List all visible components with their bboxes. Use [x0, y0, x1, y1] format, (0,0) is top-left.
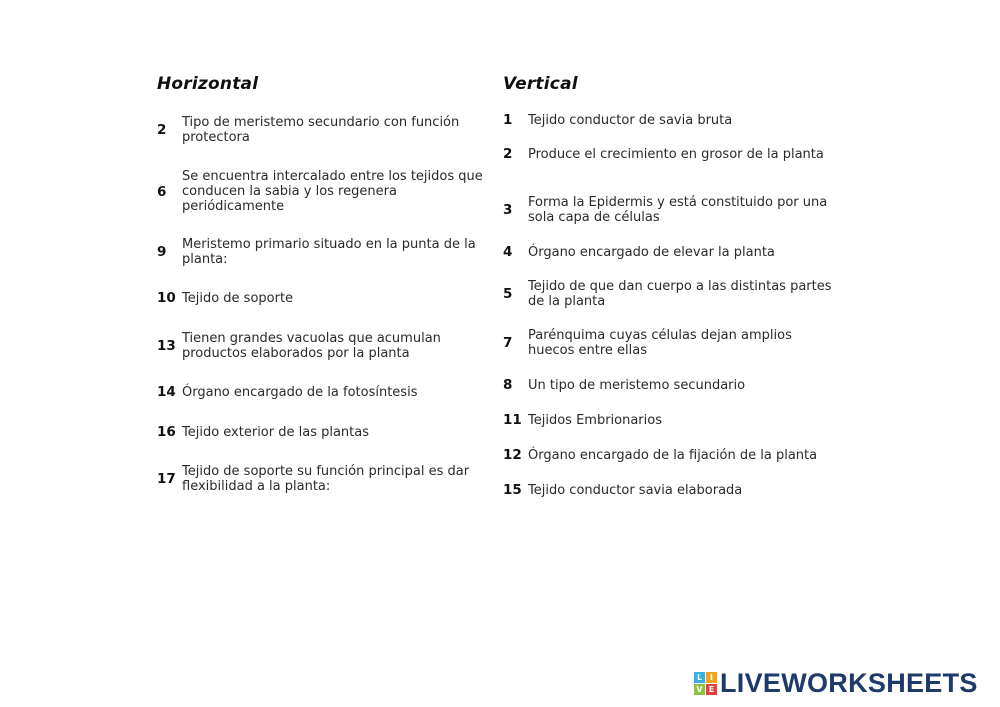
clue-number: 13	[157, 338, 176, 354]
clue-text: Tejidos Embrionarios	[528, 412, 662, 428]
vertical-clue	[503, 377, 833, 393]
horizontal-clue	[157, 331, 487, 361]
horizontal-clue	[157, 424, 487, 440]
horizontal-clue	[157, 115, 487, 145]
clue-text: Meristemo primario situado en la punta de la planta:	[182, 237, 476, 267]
clue-number: 1	[503, 112, 513, 128]
clue-number: 17	[157, 471, 176, 487]
logo-mark-icon	[694, 672, 717, 695]
clue-text: Órgano encargado de elevar la planta	[528, 244, 775, 260]
horizontal-title: Horizontal	[157, 74, 259, 94]
clue-text: Tejido conductor savia elaborada	[528, 482, 743, 498]
horizontal-clue	[157, 169, 487, 214]
vertical-clue	[503, 328, 833, 358]
clue-number: 2	[157, 122, 167, 138]
logo-letter: V	[694, 684, 705, 695]
clue-number: 8	[503, 377, 513, 393]
vertical-clue	[503, 195, 833, 225]
clue-number: 11	[503, 412, 522, 428]
horizontal-clue	[157, 464, 487, 494]
clue-number: 12	[503, 447, 522, 463]
horizontal-clue	[157, 290, 487, 306]
clue-text: Tejido exterior de las plantas	[182, 424, 370, 440]
clue-number: 7	[503, 335, 513, 351]
logo-wordmark: LIVEWORKSHEETS	[720, 668, 978, 698]
clue-number: 14	[157, 384, 176, 400]
clue-text: Produce el crecimiento en grosor de la planta	[528, 146, 824, 162]
clue-number: 9	[157, 244, 167, 260]
horizontal-clue	[157, 384, 487, 400]
liveworksheets-logo	[694, 668, 978, 699]
vertical-clue	[503, 112, 833, 128]
clue-text: Tejido de soporte	[182, 290, 294, 306]
clue-text: Órgano encargado de la fotosíntesis	[182, 384, 418, 400]
clue-text: Se encuentra intercalado entre los tejidos que conducen la sabia y los regenera periódicamente	[182, 169, 483, 214]
clue-text: Forma la Epidermis y está constituido por una sola capa de células	[528, 195, 828, 225]
vertical-clue	[503, 412, 833, 428]
vertical-clue	[503, 146, 833, 162]
clue-text: Tejido conductor de savia bruta	[528, 112, 733, 128]
vertical-title: Vertical	[503, 74, 578, 94]
clue-number: 10	[157, 290, 176, 306]
clue-text: Parénquima cuyas células dejan amplios huecos entre ellas	[528, 328, 792, 358]
logo-letter: I	[706, 672, 717, 683]
horizontal-clue	[157, 237, 487, 267]
logo-letter: L	[694, 672, 705, 683]
vertical-clue	[503, 482, 833, 498]
vertical-clue	[503, 447, 833, 463]
clue-number: 6	[157, 183, 167, 200]
clue-text: Tejido de que dan cuerpo a las distintas partes de la planta	[528, 279, 832, 309]
clue-text: Tejido de soporte su función principal es dar flexibilidad a la planta:	[182, 464, 470, 494]
clue-number: 15	[503, 482, 522, 498]
clue-number: 5	[503, 286, 513, 302]
clue-number: 2	[503, 146, 513, 162]
clue-text: Tienen grandes vacuolas que acumulan productos elaborados por la planta	[182, 331, 441, 361]
logo-letter: E	[706, 684, 717, 695]
vertical-clue	[503, 244, 833, 260]
clue-text: Tipo de meristemo secundario con función protectora	[182, 115, 460, 145]
clue-number: 16	[157, 424, 176, 440]
clue-text: Un tipo de meristemo secundario	[528, 377, 746, 393]
clue-text: Órgano encargado de la fijación de la planta	[528, 447, 818, 463]
clue-number: 4	[503, 244, 513, 260]
clue-number: 3	[503, 202, 513, 218]
vertical-clue	[503, 279, 833, 309]
